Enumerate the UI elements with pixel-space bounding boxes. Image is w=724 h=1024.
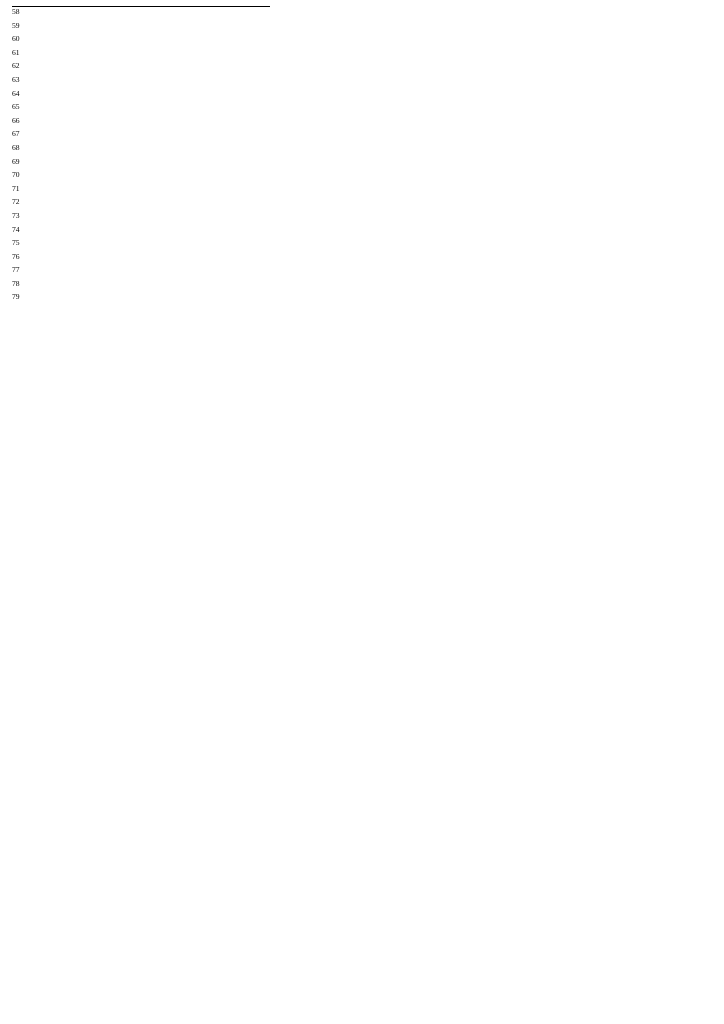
footnote: [8, 224, 716, 241]
footnote-number: 79: [12, 292, 20, 302]
footnote: [8, 47, 716, 64]
footnote-number: 65: [12, 102, 20, 112]
footnote: [8, 36, 716, 50]
footnote-number: 60: [12, 34, 20, 44]
footnote: [8, 63, 716, 77]
footnote: [8, 115, 716, 132]
footnote-number: 77: [12, 265, 20, 275]
footnote: [8, 9, 716, 23]
footnote-number: 76: [12, 251, 20, 261]
footnote: [8, 199, 716, 213]
footnote: [8, 294, 716, 308]
footnote-number: 69: [12, 156, 20, 166]
footnote: [8, 74, 716, 91]
footnote-number: 62: [12, 61, 20, 71]
footnote-number: 58: [12, 7, 20, 16]
footnote-separator-rule: [12, 6, 270, 7]
footnote-number: 78: [12, 278, 20, 288]
footnote: [8, 251, 716, 268]
footnote-number: 67: [12, 129, 20, 139]
footnote-number: 71: [12, 183, 20, 193]
footnote: [8, 104, 716, 118]
footnote-number: 73: [12, 210, 20, 220]
footnote: [8, 172, 716, 186]
footnote: [8, 88, 716, 105]
footnote: [8, 183, 716, 200]
footnote-number: 61: [12, 47, 20, 57]
footnote: [8, 142, 716, 159]
footnote: [8, 267, 716, 281]
footnote-number: 72: [12, 197, 20, 207]
footnote-number: 70: [12, 170, 20, 180]
footnote: [8, 20, 716, 37]
footnote-number: 59: [12, 20, 20, 30]
footnote: [8, 210, 716, 227]
footnote: [8, 131, 716, 145]
footnote-number: 75: [12, 238, 20, 248]
footnote: [8, 240, 716, 254]
footnote-number: 66: [12, 115, 20, 125]
footnote-number: 64: [12, 88, 20, 98]
footnote: [8, 156, 716, 173]
footnote-number: 74: [12, 224, 20, 234]
footnote: [8, 278, 716, 295]
footnote-number: 63: [12, 74, 20, 84]
footnote-list: [8, 9, 716, 308]
footnote-number: 68: [12, 142, 20, 152]
